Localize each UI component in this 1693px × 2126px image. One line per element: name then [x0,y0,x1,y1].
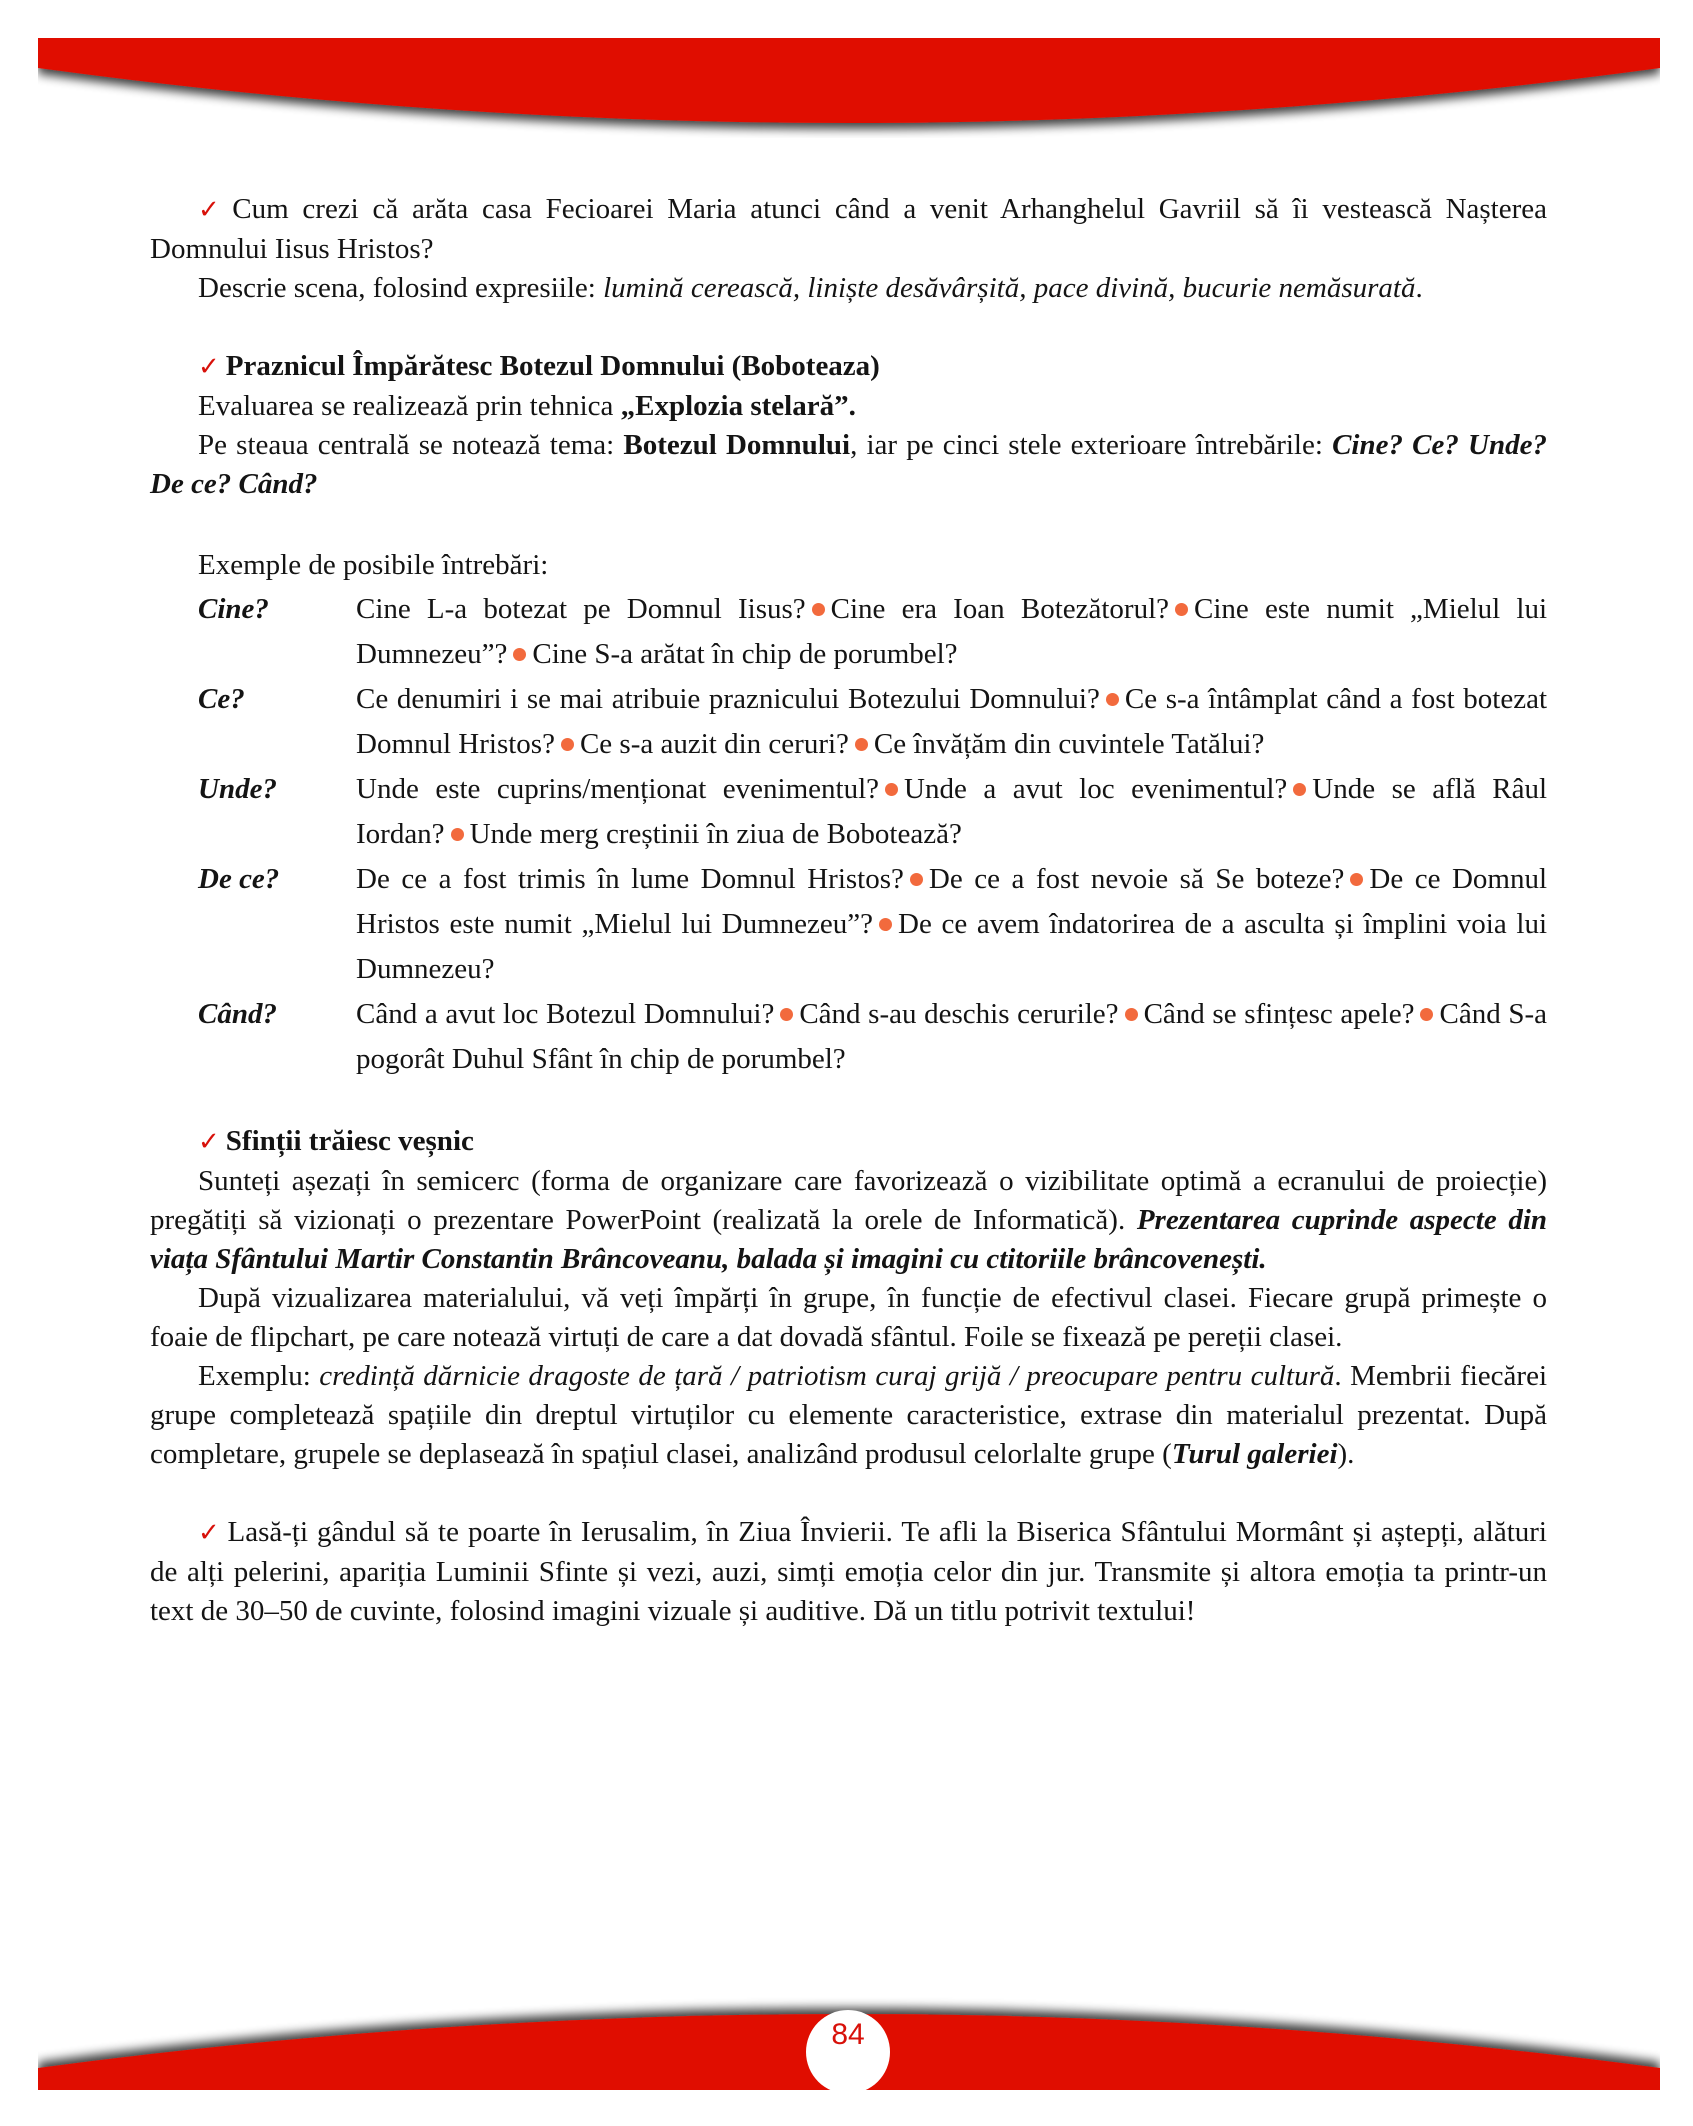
bullet-icon [1293,783,1306,796]
section-3-title: ✓ Sfinții trăiesc veșnic [198,1125,474,1157]
bullet-icon [855,738,868,751]
checkmark-icon: ✓ [198,1127,220,1157]
section-4-task: ✓ Lasă-ți gândul să te poarte în Ierusalim, în Ziua Învierii. Te afli la Biserica Sfântului Mormânt și aștepți, alături de alți pelerini, apariția Luminii Sfinte și vezi, auzi, simți emoția celor din jur. Transmite și altora emoția ta printr-un text de 30–50 de cuvinte, folosind imagini vizuale și auditive. Dă un titlu potrivit textului! [150,1516,1547,1627]
bullet-icon [561,738,574,751]
examples-intro: Exemple de posibile întrebări: [198,549,549,581]
question-row-ce [150,677,1547,767]
question-text: Unde este cuprins/menționat evenimentul? Unde a avut loc evenimentul? Unde se află Râul Iordan? Unde merg creștinii în ziua de Bobotează? [356,773,1548,850]
bullet-icon [1175,603,1188,616]
question-row-cand [150,992,1547,1082]
section-3-paragraph-3: Exemplu: credință dărnicie dragoste de țară / patriotism curaj grijă / preocupare pentru cultură. Membrii fiecărei grupe completează spațiile din dreptul virtuților cu elemente caracteristice, extrase din materialul prezentat. După completare, grupele se deplasează în spațiul clasei, analizând produsul celorlalte grupe (Turul galeriei). [150,1360,1547,1470]
question-text: Când a avut loc Botezul Domnului? Când s-au deschis cerurile? Când se sfințesc apele? Când S-a pogorât Duhul Sfânt în chip de porumbel? [356,998,1547,1075]
checkmark-icon: ✓ [198,195,227,225]
question-label: Unde? [198,773,277,805]
page-content [150,190,1547,1631]
bullet-icon [885,783,898,796]
question-text: Ce denumiri i se mai atribuie praznicului Botezului Domnului? Ce s-a întâmplat când a fost botezat Domnul Hristos? Ce s-a auzit din ceruri? Ce învățăm din cuvintele Tatălui? [356,683,1547,760]
bullet-icon [1125,1008,1138,1021]
page-number: 84 [831,2018,865,2051]
question-label: Cine? [198,593,269,625]
bullet-icon [1350,873,1363,886]
top-banner [38,38,1660,138]
question-text: Cine L-a botezat pe Domnul Iisus? Cine era Ioan Botezătorul? Cine este numit „Mielul lui Dumnezeu”? Cine S-a arătat în chip de porumbel? [356,593,1548,670]
section-2-title: ✓ Praznicul Împărătesc Botezul Domnului (Boboteaza) [198,350,880,382]
bullet-icon [879,918,892,931]
section-2-star-description: Pe steaua centrală se notează tema: Botezul Domnului, iar pe cinci stele exterioare întrebările: Cine? Ce? Unde? De ce? Când? [150,429,1547,500]
question-list [150,587,1547,1082]
bullet-icon [812,603,825,616]
question-text: De ce a fost trimis în lume Domnul Hristos? De ce a fost nevoie să Se boteze? De ce Domnul Hristos este numit „Mielul lui Dumnezeu”? De ce avem îndatorirea de a asculta și împlini voia lui Dumnezeu? [356,863,1547,985]
bullet-icon [780,1008,793,1021]
checkmark-icon: ✓ [198,1518,222,1548]
section-1-question: ✓ Cum crezi că arăta casa Fecioarei Maria atunci când a venit Arhanghelul Gavriil să îi vestească Nașterea Domnului Iisus Hristos? [150,193,1547,265]
bullet-icon [451,828,464,841]
section-1-instruction: Descrie scena, folosind expresiile: lumină cerească, liniște desăvârșită, pace divină, bucurie nemăsurată. [198,272,1423,304]
checkmark-icon: ✓ [198,352,220,382]
section-2-evaluation: Evaluarea se realizează prin tehnica „Explozia stelară”. [198,390,856,422]
section-3-paragraph-2: După vizualizarea materialului, vă veți împărți în grupe, în funcție de efectivul clasei. Fiecare grupă primește o foaie de flipchart, pe care notează virtuți de care a dat dovadă sfântul. Foile se fixează pe pereții clasei. [150,1282,1547,1353]
bullet-icon [1106,693,1119,706]
question-row-unde [150,767,1547,857]
question-label: Ce? [198,683,245,715]
question-label: De ce? [198,863,280,895]
question-row-de-ce [150,857,1547,992]
bullet-icon [1420,1008,1433,1021]
section-3-paragraph-1: Sunteți așezați în semicerc (forma de organizare care favorizează o vizibilitate optimă a ecranului de proiecție) pregătiți să vizionați o prezentare PowerPoint (realizată la orele de Informatică). Prezentarea cuprinde aspecte din viața Sfântului Martir Constantin Brâncoveanu, balada și imagini cu ctitoriile brâncovenești. [150,1165,1547,1275]
question-row-cine [150,587,1547,677]
bullet-icon [513,648,526,661]
bullet-icon [910,873,923,886]
question-label: Când? [198,998,277,1030]
